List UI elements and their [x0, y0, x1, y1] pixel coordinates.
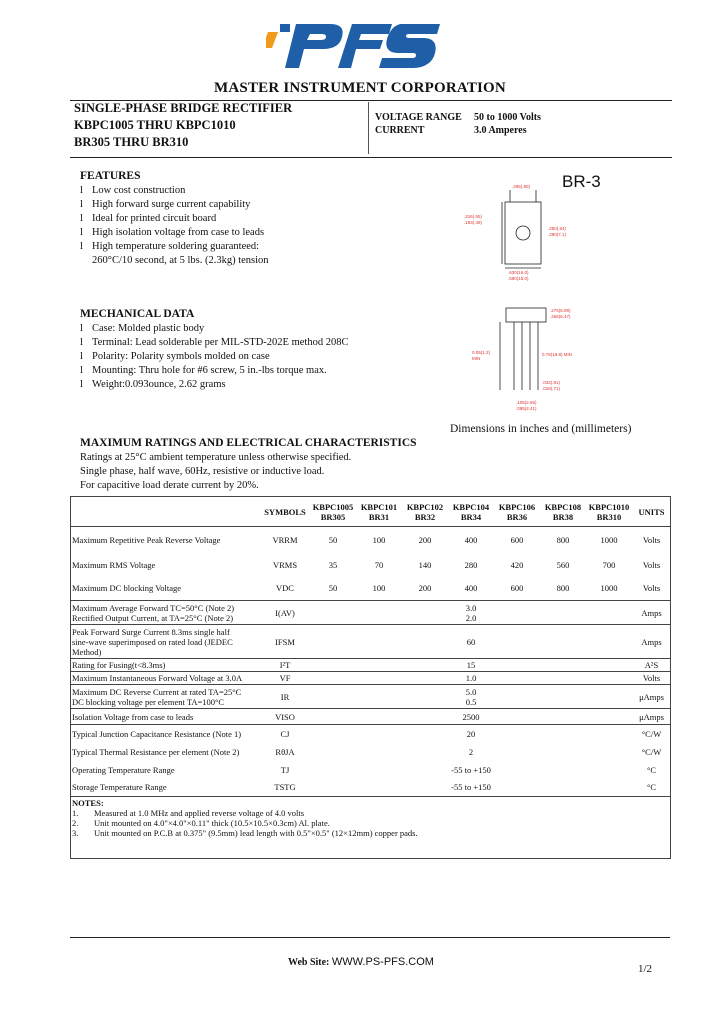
- table-row: Maximum Instantaneous Forward Voltage at 3.0A VF 1.0 Volts: [70, 672, 671, 685]
- features-title: FEATURES: [80, 170, 141, 182]
- website[interactable]: Web Site: WWW.PS-PFS.COM: [288, 956, 434, 968]
- table-row: Operating Temperature Range TJ -55 to +150 °C: [72, 764, 657, 775]
- column-header: KBPC106 BR36: [494, 497, 540, 527]
- ratings-intro: Single phase, half wave, 60Hz, resistive or inductive load.: [80, 466, 325, 477]
- current-label: CURRENT: [375, 125, 425, 136]
- table-row: Maximum Repetitive Peak Reverse Voltage VRRM 50 100 200 400 600 800 1000 Volts: [70, 527, 671, 553]
- voltage-range-value: 50 to 1000 Volts: [474, 112, 541, 123]
- package-top-view-drawing: [460, 180, 620, 290]
- footer-rule: [70, 937, 670, 938]
- feature-item: l High forward surge current capability: [80, 199, 251, 210]
- note-item: 2. Unit mounted on 4.0"×4.0"×0.11" thick (10.5×10.5×0.3cm) Al. plate.: [72, 818, 330, 828]
- column-header: KBPC102 BR32: [402, 497, 448, 527]
- svg-text:.280(7.1): .280(7.1): [548, 232, 567, 237]
- note-item: 3. Unit mounted on P.C.B at 0.375" (9.5mm) lead length with 0.5"×0.5" (12×12mm) copper pads.: [72, 828, 418, 838]
- column-header: KBPC108 BR38: [540, 497, 586, 527]
- feature-item: l High temperature soldering guaranteed:: [80, 241, 260, 252]
- svg-text:.193(.49): .193(.49): [464, 220, 483, 225]
- column-header: KBPC101 BR31: [356, 497, 402, 527]
- svg-text:0.05(1.3): 0.05(1.3): [472, 350, 491, 355]
- table-row: Maximum RMS Voltage VRMS 35 70 140 280 420 560 700 Volts: [72, 559, 661, 570]
- column-header: KBPC104 BR34: [448, 497, 494, 527]
- ratings-intro: Ratings at 25°C ambient temperature unless otherwise specified.: [80, 452, 352, 463]
- package-side-view-drawing: [470, 300, 620, 418]
- table-row: Maximum DC Reverse Current at rated TA=25°C DC blocking voltage per element TA=100°C IR 5.0 0.5 μAmps: [70, 685, 671, 709]
- product-range-br: BR305 THRU BR310: [74, 135, 189, 149]
- package-name: BR-3: [562, 172, 601, 191]
- table-row: Storage Temperature Range TSTG -55 to +150 °C: [72, 782, 657, 793]
- symbols-header: SYMBOLS: [260, 497, 310, 527]
- svg-text:.105(2.66): .105(2.66): [516, 400, 537, 405]
- ratings-title: MAXIMUM RATINGS AND ELECTRICAL CHARACTERISTICS: [80, 437, 417, 449]
- table-row: Typical Junction Capacitance Resistance (Note 1) CJ 20 °C/W: [70, 725, 671, 743]
- table-frame: [70, 496, 671, 859]
- svg-text:0.78(19.8) MIN: 0.78(19.8) MIN: [542, 352, 573, 357]
- product-type: SINGLE-PHASE BRIDGE RECTIFIER: [74, 101, 293, 115]
- mechanical-item: l Terminal: Lead solderable per MIL-STD-202E method 208C: [80, 337, 349, 348]
- svg-text:.028(.71): .028(.71): [542, 386, 561, 391]
- svg-text:.216(.55): .216(.55): [464, 214, 483, 219]
- table-row: Typical Thermal Resistance per element (Note 2) RθJA 2 °C/W: [72, 746, 662, 757]
- feature-item: l Ideal for printed circuit board: [80, 213, 217, 224]
- svg-text:.630(16.0): .630(16.0): [508, 270, 529, 275]
- voltage-range-label: VOLTAGE RANGE: [375, 112, 462, 123]
- mechanical-item: l Polarity: Polarity symbols molded on case: [80, 351, 270, 362]
- svg-text:MIN: MIN: [472, 356, 481, 361]
- column-header: KBPC1005 BR305: [310, 497, 356, 527]
- feature-item: 260°C/10 second, at 5 lbs. (2.3kg) tension: [92, 255, 269, 266]
- table-row: Maximum DC blocking Voltage VDC 50 100 200 400 600 800 1000 Volts: [72, 583, 661, 594]
- table-row: Peak Forward Surge Current 8.3ms single half sine-wave superimposed on rated load (JEDEC Method) IFSM 60 Amps: [70, 625, 671, 659]
- iav-label: Maximum Average Forward TC=50°C (Note 2) Rectified Output Current, at TA=25°C (Note 2): [70, 601, 260, 625]
- product-range-kbpc: KBPC1005 THRU KBPC1010: [74, 118, 236, 132]
- current-value: 3.0 Amperes: [474, 125, 527, 136]
- logo-text: [266, 22, 267, 23]
- table-row: Rating for Fusing(t<8.3ms) I²T 15 A²S: [70, 659, 671, 672]
- units-header: UNITS: [632, 497, 671, 527]
- page-number: 1/2: [638, 963, 653, 975]
- dimensions-caption: Dimensions in inches and (millimeters): [450, 423, 632, 435]
- svg-text:.255(6.47): .255(6.47): [550, 314, 571, 319]
- svg-text:.590(15.0): .590(15.0): [508, 276, 529, 281]
- company-name: MASTER INSTRUMENT CORPORATION: [214, 80, 506, 96]
- feature-item: l High isolation voltage from case to leads: [80, 227, 265, 238]
- svg-text:.095(2.41): .095(2.41): [516, 406, 537, 411]
- mechanical-title: MECHANICAL DATA: [80, 308, 195, 320]
- mechanical-item: l Case: Molded plastic body: [80, 323, 205, 334]
- svg-text:.032(.81): .032(.81): [542, 380, 561, 385]
- mechanical-item: l Weight:0.093ounce, 2.62 grams: [80, 379, 226, 390]
- svg-text:.250(.64): .250(.64): [548, 226, 567, 231]
- ratings-intro: For capacitive load derate current by 20%.: [80, 480, 259, 491]
- note-item: 1. Measured at 1.0 MHz and applied reverse voltage of 4.0 volts: [72, 808, 305, 818]
- svg-text:.295(.80): .295(.80): [512, 184, 531, 189]
- pfs-logo: [266, 22, 442, 70]
- svg-text:.275(6.99): .275(6.99): [550, 308, 571, 313]
- column-header: KBPC1010 BR310: [586, 497, 632, 527]
- table-row: Isolation Voltage from case to leads VISO 2500 μAmps: [70, 709, 671, 725]
- feature-item: l Low cost construction: [80, 185, 186, 196]
- mechanical-item: l Mounting: Thru hole for #6 screw, 5 in.-lbs torque max.: [80, 365, 327, 376]
- header-divider: [368, 102, 369, 154]
- notes-title: NOTES:: [72, 798, 104, 808]
- table-row: Maximum Average Forward TC=50°C (Note 2) Rectified Output Current, at TA=25°C (Note 2) I(AV) 3.0 2.0 Amps: [70, 601, 671, 625]
